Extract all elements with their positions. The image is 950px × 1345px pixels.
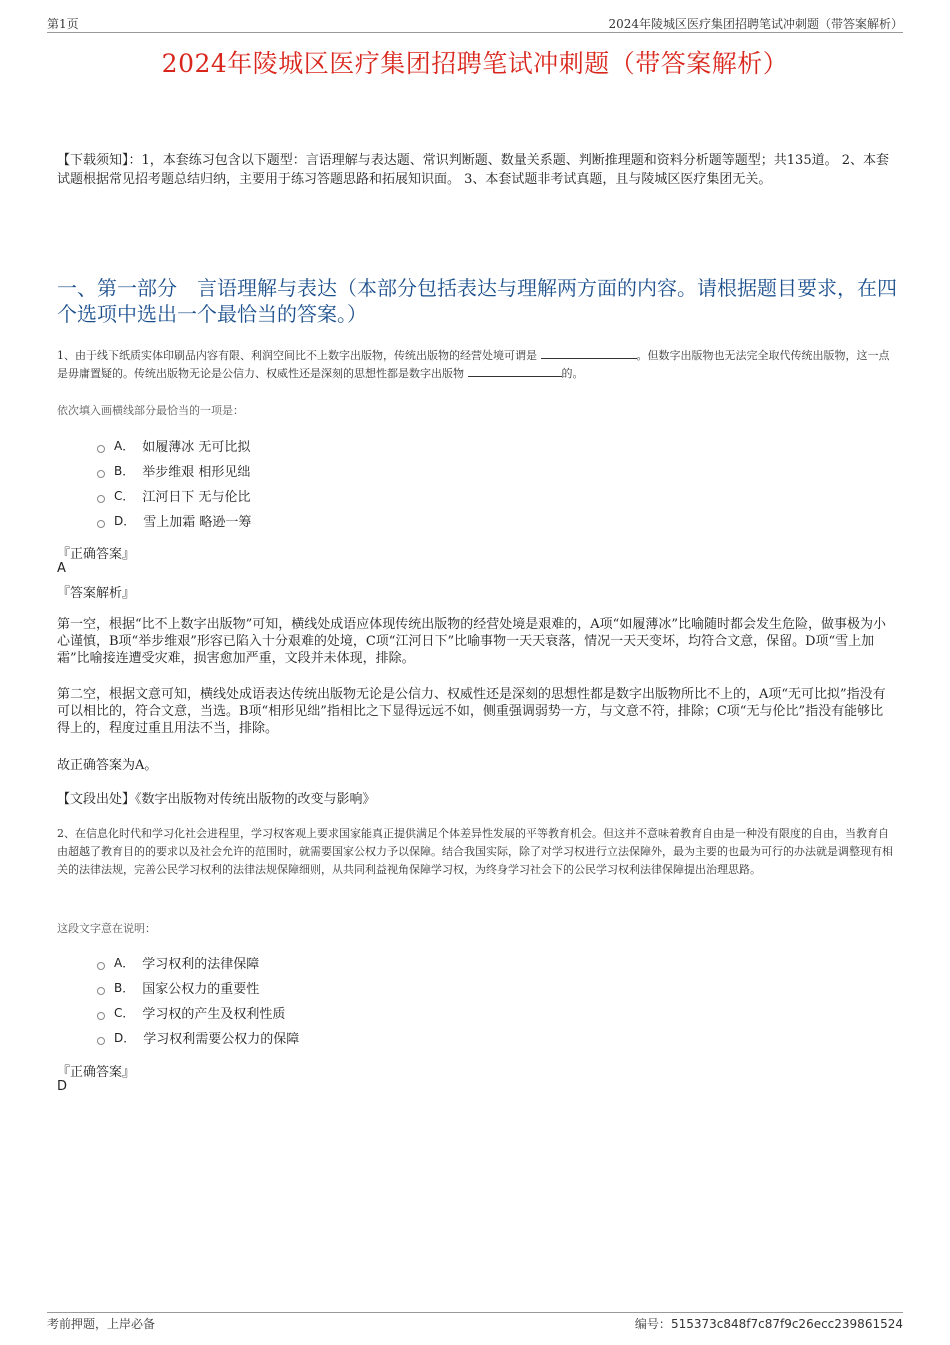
download-notice: 【下载须知】：1，本套练习包含以下题型：言语理解与表达题、常识判断题、数量关系题、判断推理题和资料分析题等题型；共135道。 2、本套试题根据常见招考题总结归纳，主要用于练习答题思路和拓展知识面。 3、本套试题非考试真题，且与陵城区医疗集团无关。 [57,153,889,187]
page-header [47,14,903,33]
document-title: 2024年陵城区医疗集团招聘笔试冲刺题（带答案解析） [161,49,789,78]
radio-icon[interactable] [97,520,105,528]
question-1-options [97,433,251,533]
header-doc-title: 2024年陵城区医疗集团招聘笔试冲刺题（带答案解析） [608,17,903,31]
correct-answer-value: D [57,1079,68,1094]
analysis-conclusion: 故正确答案为A。 [57,758,158,773]
page-number: 第1页 [47,17,79,31]
option-c[interactable]: C． 学习权的产生及权利性质 [97,1000,299,1025]
blank-1 [541,347,637,359]
option-d[interactable]: D． 学习权利需要公权力的保障 [97,1025,299,1050]
radio-icon[interactable] [97,1037,105,1045]
option-c[interactable]: C． 江河日下 无与伦比 [97,483,251,508]
correct-answer-label: 『正确答案』 [57,1065,136,1080]
section-title: 一、第一部分 言语理解与表达（本部分包括表达与理解两方面的内容。请根据题目要求，在四个选项中选出一个最恰当的答案。） [57,276,897,326]
radio-icon[interactable] [97,495,105,503]
radio-icon[interactable] [97,470,105,478]
radio-icon[interactable] [97,445,105,453]
question-2-options [97,950,299,1050]
source-citation: 【文段出处】《数字出版物对传统出版物的改变与影响》 [57,792,376,807]
radio-icon[interactable] [97,987,105,995]
option-a[interactable]: A． 学习权利的法律保障 [97,950,299,975]
correct-answer-value: A [57,561,66,576]
blank-2 [468,365,562,377]
option-a[interactable]: A． 如履薄冰 无可比拟 [97,433,251,458]
option-d[interactable]: D． 雪上加霜 略逊一筹 [97,508,251,533]
radio-icon[interactable] [97,1012,105,1020]
analysis-paragraph-1: 第一空，根据“比不上数字出版物”可知，横线处成语应体现传统出版物的经营处境是艰难的，A项“如履薄冰”比喻随时都会发生危险，做事极为小心谨慎，B项“举步维艰”形容已陷入十分艰难的处境，C项“江河日下”比喻事物一天天衰落，情况一天天变坏，均符合文意，保留。D项“雪上加霜”比喻接连遭受灾难，损害愈加严重，文段并未体现，排除。 [57,617,886,666]
footer-slogan: 考前押题，上岸必备 [47,1317,156,1331]
option-b[interactable]: B． 举步维艰 相形见绌 [97,458,251,483]
question-2-prompt: 这段文字意在说明： [57,922,156,935]
analysis-paragraph-2: 第二空，根据文意可知，横线处成语表达传统出版物无论是公信力、权威性还是深刻的思想性都是数字出版物所比不上的，A项“无可比拟”指没有可以相比的，符合文意，当选。B项“相形见绌”指相比之下显得远远不如，侧重强调弱势一方，与文意不符，排除；C项“无与伦比”指没有能够比得上的，程度过重且用法不当，排除。 [57,687,886,736]
question-1-text: 1、由于线下纸质实体印刷品内容有限、利润空间比不上数字出版物，传统出版物的经营处境可谓是 。但数字出版物也无法完全取代传统出版物，这一点是毋庸置疑的。传统出版物无论是公信力、权威性还是深刻的思想性都是数字出版物 的。 [57,349,890,380]
option-b[interactable]: B． 国家公权力的重要性 [97,975,299,1000]
footer-code: 编号：515373c848f7c87f9c26ecc239861524 [634,1317,903,1331]
correct-answer-label: 『正确答案』 [57,547,136,562]
question-2-text: 2、在信息化时代和学习化社会进程里，学习权客观上要求国家能真正提供满足个体差异性发展的平等教育机会。但这并不意味着教育自由是一种没有限度的自由，当教育自由超越了教育目的的要求以及社会允许的范围时，就需要国家公权力予以保障。结合我国实际，除了对学习权进行立法保障外，最为主要的也最为可行的办法就是调整现有相关的法律法规，完善公民学习权利的法律法规保障细则，从共同利益视角保障学习权，为终身学习社会下的公民学习权利法律保障提出治理思路。 [57,827,893,876]
radio-icon[interactable] [97,962,105,970]
page-footer [47,1312,903,1331]
analysis-label: 『答案解析』 [57,586,136,601]
question-1-prompt: 依次填入画横线部分最恰当的一项是： [57,404,244,417]
